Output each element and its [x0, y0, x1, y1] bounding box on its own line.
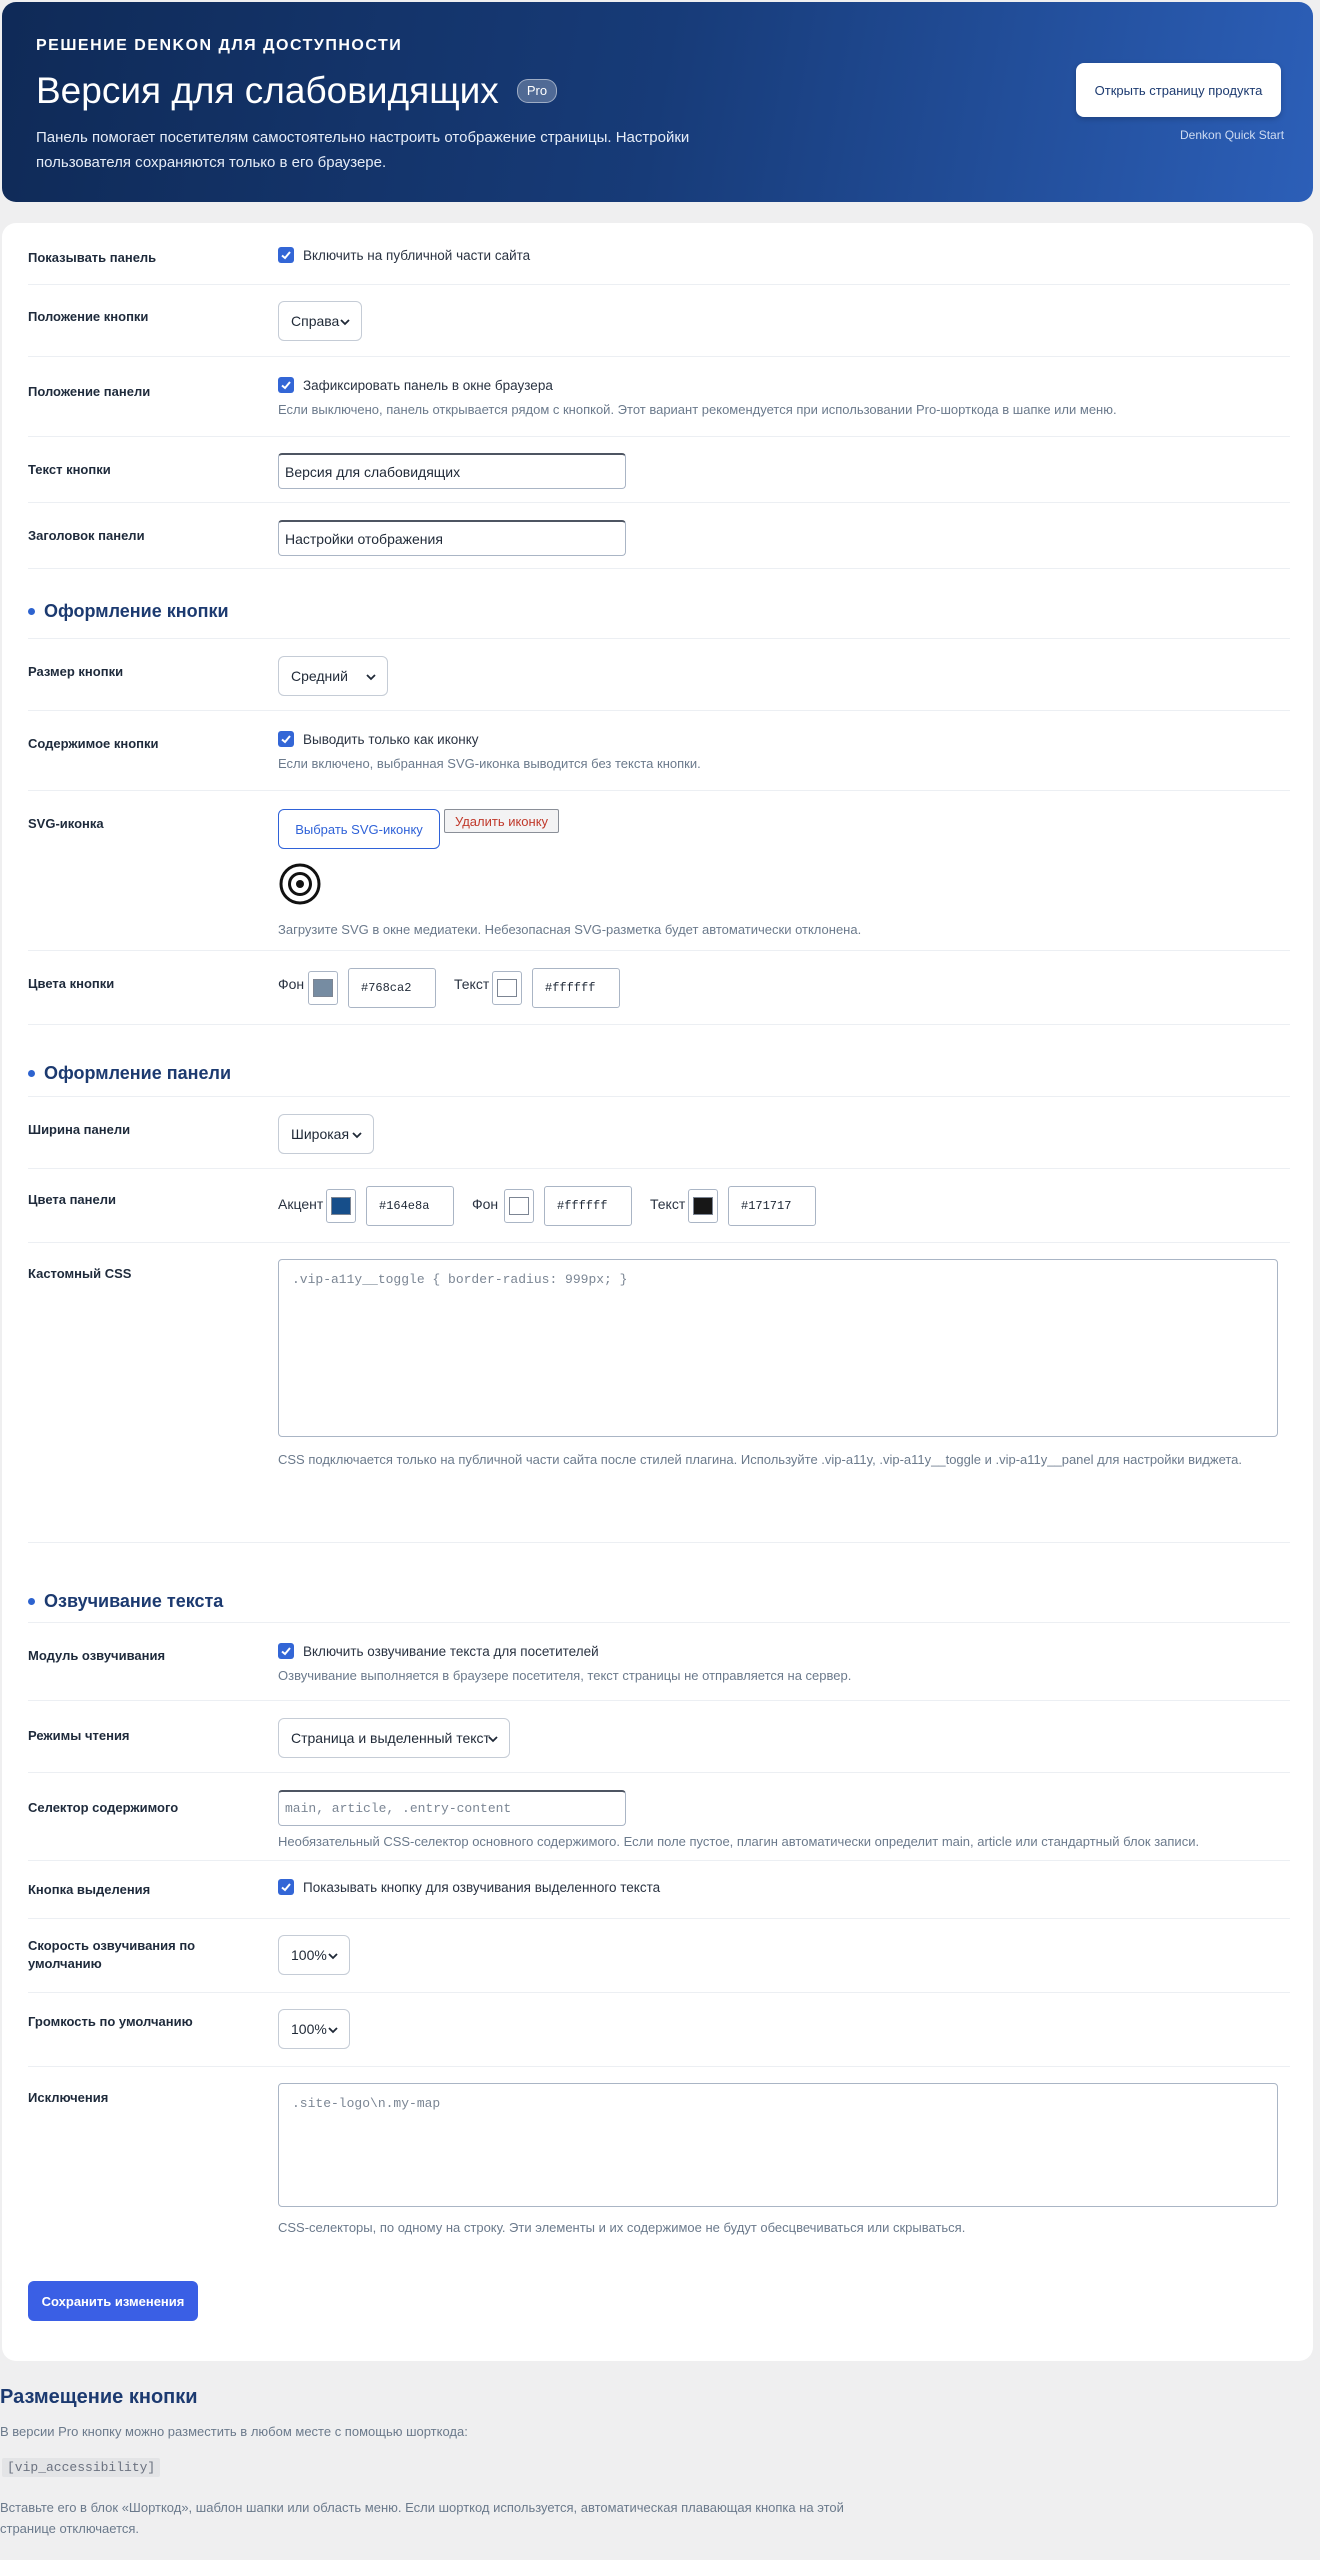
placement-title: Размещение кнопки [0, 2386, 198, 2408]
content-selector-help: Необязательный CSS-селектор основного содержимого. Если поле пустое, плагин автоматически определит main, article или стандартный блок записи. [278, 1834, 1200, 1849]
bullet-icon [28, 608, 35, 615]
row-button-content [28, 711, 1290, 791]
button-size-label: Размер кнопки [28, 664, 124, 679]
tts-enable-checkbox-label: Включить озвучивание текста для посетителей [303, 1643, 599, 1659]
hero-banner [2, 2, 1313, 202]
pro-badge: Pro [517, 79, 557, 103]
row-button-position [28, 285, 1290, 357]
show-panel-label: Показывать панель [28, 250, 157, 265]
panel-position-help: Если выключено, панель открывается рядом с кнопкой. Этот вариант рекомендуется при использовании Pro-шорткода в шапке или меню. [278, 402, 1117, 417]
bullet-icon [28, 1598, 35, 1605]
exclusions-label: Исключения [28, 2090, 109, 2105]
tts-module-label: Модуль озвучивания [28, 1648, 166, 1663]
color-swatch [509, 1197, 529, 1215]
reading-modes-select[interactable] [278, 1718, 510, 1758]
button-text-color-picker[interactable] [492, 971, 522, 1005]
content-selector-label: Селектор содержимого [28, 1800, 179, 1815]
panel-position-checkbox[interactable] [278, 377, 553, 393]
checkbox-checked-icon [278, 731, 294, 747]
exclusions-help: CSS-селекторы, по одному на строку. Эти элементы и их содержимое не будут обесцвечиваться или скрываться. [278, 2220, 966, 2235]
row-custom-css [28, 1243, 1290, 1543]
show-panel-checkbox[interactable] [278, 247, 530, 263]
row-content-selector [28, 1773, 1290, 1861]
custom-css-label: Кастомный CSS [28, 1266, 132, 1281]
button-position-label: Положение кнопки [28, 309, 149, 324]
tts-volume-label: Громкость по умолчанию [28, 2014, 193, 2029]
panel-colors-label: Цвета панели [28, 1192, 116, 1207]
reading-modes-value: Страница и выделенный текст [291, 1730, 490, 1746]
tts-volume-value: 100% [291, 2021, 327, 2037]
chevron-down-icon [487, 1733, 499, 1745]
section-tts [28, 1591, 223, 1612]
custom-css-help: CSS подключается только на публичной части сайта после стилей плагина. Используйте .vip-a11y, .vip-a11y__toggle и .vip-a11y__panel для настройки виджета. [278, 1452, 1243, 1467]
button-content-help: Если включено, выбранная SVG-иконка выводится без текста кнопки. [278, 756, 701, 771]
checkbox-checked-icon [278, 377, 294, 393]
chevron-down-icon [365, 671, 377, 683]
checkbox-checked-icon [278, 247, 294, 263]
panel-bg-label: Фон [472, 1196, 499, 1212]
shortcode: [vip_accessibility] [2, 2458, 160, 2477]
selection-button-checkbox-label: Показывать кнопку для озвучивания выделенного текста [303, 1879, 661, 1895]
chevron-down-icon [327, 2024, 339, 2036]
row-panel-width [28, 1097, 1290, 1169]
panel-text-hex-input[interactable]: #171717 [728, 1186, 816, 1226]
hero-description: Панель помогает посетителям самостоятельно настроить отображение страницы. Настройки пользователя сохраняются только в его браузере. [36, 129, 690, 171]
color-swatch [497, 979, 517, 997]
row-tts-volume [28, 1993, 1290, 2067]
checkbox-checked-icon [278, 1879, 294, 1895]
section-panel-design [28, 1063, 231, 1084]
custom-css-textarea[interactable]: .vip-a11y__toggle { border-radius: 999px; } [278, 1259, 1278, 1437]
row-tts-module [28, 1623, 1290, 1701]
chevron-down-icon [351, 1129, 363, 1141]
selection-button-label: Кнопка выделения [28, 1882, 151, 1897]
color-swatch [693, 1197, 713, 1215]
panel-width-select[interactable] [278, 1114, 374, 1154]
row-button-colors [28, 951, 1290, 1025]
selection-button-checkbox[interactable] [278, 1879, 660, 1895]
row-button-size [28, 639, 1290, 711]
row-tts-speed [28, 1919, 1290, 1993]
button-size-value: Средний [291, 668, 348, 684]
row-reading-modes [28, 1701, 1290, 1773]
button-bg-color-picker[interactable] [308, 971, 338, 1005]
icon-only-checkbox[interactable] [278, 731, 479, 747]
svg-icon-help: Загрузите SVG в окне медиатеки. Небезопасная SVG-разметка будет автоматически отклонена. [278, 922, 862, 937]
icon-only-checkbox-label: Выводить только как иконку [303, 731, 479, 747]
chevron-down-icon [327, 1950, 339, 1962]
reading-modes-label: Режимы чтения [28, 1728, 130, 1743]
panel-position-checkbox-label: Зафиксировать панель в окне браузера [303, 377, 553, 393]
panel-width-value: Широкая [291, 1126, 350, 1142]
page-title [36, 70, 557, 112]
button-size-select[interactable] [278, 656, 388, 696]
placement-description: В версии Pro кнопку можно разместить в любом месте с помощью шорткода: [0, 2424, 468, 2439]
checkbox-checked-icon [278, 1643, 294, 1659]
button-text-color-label: Текст [454, 976, 490, 992]
button-content-label: Содержимое кнопки [28, 736, 159, 751]
panel-title-label: Заголовок панели [28, 528, 145, 543]
panel-position-label: Положение панели [28, 384, 151, 399]
row-selection-button [28, 1861, 1290, 1919]
button-position-value: Справа [291, 313, 340, 329]
panel-bg-color-picker[interactable] [504, 1189, 534, 1223]
panel-width-label: Ширина панели [28, 1122, 131, 1137]
content-selector-input[interactable]: main, article, .entry-content [278, 1790, 626, 1826]
panel-title-input[interactable]: Настройки отображения [278, 520, 626, 556]
page-title-text: Версия для слабовидящих [36, 70, 499, 111]
tts-volume-select[interactable] [278, 2009, 350, 2049]
button-text-input[interactable]: Версия для слабовидящих [278, 453, 626, 489]
accent-label: Акцент [278, 1196, 324, 1212]
save-changes-button[interactable]: Сохранить изменения [28, 2281, 198, 2321]
settings-card [2, 223, 1313, 2361]
target-icon [279, 863, 321, 905]
button-position-select[interactable] [278, 301, 362, 341]
chevron-down-icon [339, 316, 351, 328]
tts-speed-value: 100% [291, 1947, 327, 1963]
row-panel-title [28, 503, 1290, 569]
section-button-design [28, 601, 229, 622]
open-product-page-button[interactable]: Открыть страницу продукта [1076, 63, 1281, 117]
tts-enable-checkbox[interactable] [278, 1643, 599, 1659]
panel-bg-hex-input[interactable]: #ffffff [544, 1186, 632, 1226]
exclusions-textarea[interactable]: .site-logo\n.my-map [278, 2083, 1278, 2207]
accent-hex-input[interactable]: #164e8a [366, 1186, 454, 1226]
tts-speed-select[interactable] [278, 1935, 350, 1975]
row-panel-colors [28, 1169, 1290, 1243]
row-show-panel [28, 223, 1290, 285]
tts-module-help: Озвучивание выполняется в браузере посетителя, текст страницы не отправляется на сервер. [278, 1668, 852, 1683]
section-button-design-title: Оформление кнопки [44, 601, 229, 621]
quick-start-label: Denkon Quick Start [1180, 128, 1285, 142]
button-text-hex-input[interactable]: #ffffff [532, 968, 620, 1008]
show-panel-checkbox-label: Включить на публичной части сайта [303, 247, 531, 263]
color-swatch [331, 1197, 351, 1215]
row-panel-position [28, 357, 1290, 437]
button-bg-hex-input[interactable]: #768ca2 [348, 968, 436, 1008]
row-svg-icon [28, 791, 1290, 951]
section-panel-design-title: Оформление панели [44, 1063, 232, 1083]
button-text-label: Текст кнопки [28, 462, 111, 477]
button-bg-label: Фон [278, 976, 305, 992]
hero-eyebrow: РЕШЕНИЕ DENKON ДЛЯ ДОСТУПНОСТИ [36, 37, 403, 54]
placement-note: Вставьте его в блок «Шорткод», шаблон шапки или область меню. Если шорткод используется, автоматическая плавающая кнопка на этой странице отключается. [0, 2500, 844, 2536]
section-divider [28, 1025, 1290, 1097]
choose-svg-icon-button[interactable]: Выбрать SVG-иконку [278, 809, 440, 849]
color-swatch [313, 979, 333, 997]
panel-text-color-label: Текст [650, 1196, 686, 1212]
remove-icon-button[interactable]: Удалить иконку [444, 809, 559, 833]
section-tts-title: Озвучивание текста [44, 1591, 224, 1611]
svg-icon-label: SVG-иконка [28, 816, 104, 831]
tts-speed-label: Скорость озвучивания по умолчанию [28, 1938, 196, 1971]
row-exclusions [28, 2067, 1290, 2267]
bullet-icon [28, 1070, 35, 1077]
row-button-text [28, 437, 1290, 503]
panel-text-color-picker[interactable] [688, 1189, 718, 1223]
button-colors-label: Цвета кнопки [28, 976, 115, 991]
accent-color-picker[interactable] [326, 1189, 356, 1223]
